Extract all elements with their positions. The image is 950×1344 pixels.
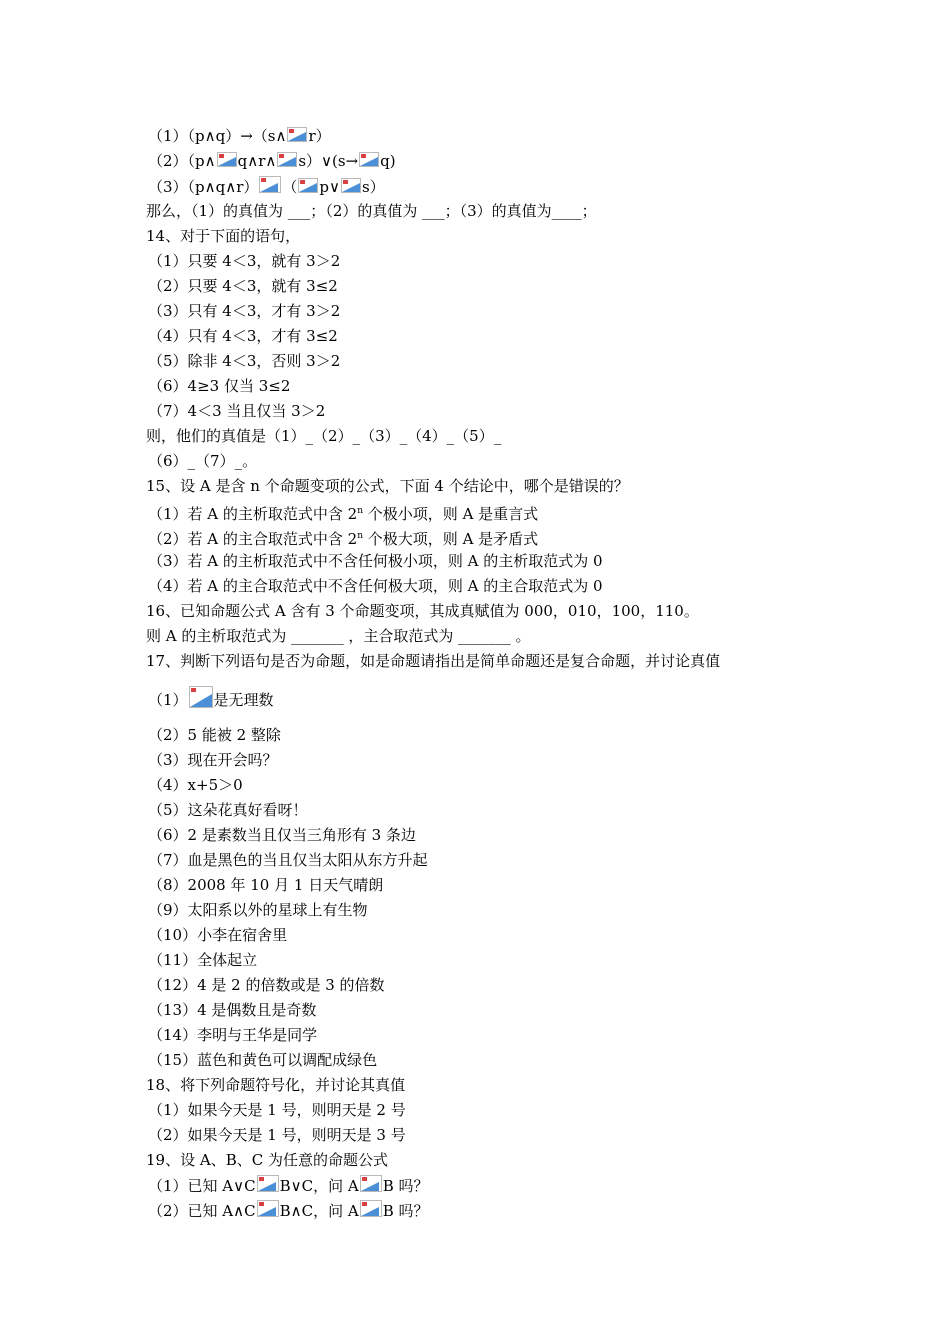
item-text: （1）已知 A∨C	[148, 1177, 256, 1195]
list-item: （12）4 是 2 的倍数或是 3 的倍数	[148, 976, 385, 994]
formula-1-text-end: r）	[308, 127, 331, 145]
list-item: （6）2 是素数当且仅当三角形有 3 条边	[148, 826, 416, 844]
question-15-title: 15、设 A 是含 n 个命题变项的公式，下面 4 个结论中，哪个是错误的？	[146, 477, 629, 495]
question-17-title: 17、判断下列语句是否为命题，如是命题请指出是简单命题还是复合命题，并讨论真值	[146, 652, 721, 670]
item-text: （1）若 A 的主析取范式中含 2	[148, 505, 358, 523]
list-item: （7）4＜3 当且仅当 3＞2	[148, 402, 326, 420]
question-14-answer-2: （6）_（7）_。	[148, 452, 258, 470]
list-item: （1）只要 4＜3，就有 3＞2	[148, 252, 341, 270]
formula-2-text-c: s）∨(s→	[298, 152, 359, 170]
item-text: （2）已知 A∧C	[148, 1202, 256, 1220]
item-text-end: 是无理数	[213, 691, 274, 709]
list-item: （4）只有 4＜3，才有 3≤2	[148, 327, 338, 345]
list-item: （6）4≥3 仅当 3≤2	[148, 377, 291, 395]
broken-image-icon	[298, 178, 318, 193]
list-item: （4）x+5＞0	[148, 776, 243, 794]
formula-3-text: （3）（p∧q∧r）	[148, 178, 259, 196]
item-text-end: 个极大项，则 A 是矛盾式	[363, 530, 539, 548]
item-text: （2）若 A 的主合取范式中含 2	[148, 530, 358, 548]
list-item: （7）血是黑色的当且仅当太阳从东方升起	[148, 851, 428, 869]
list-item: （3）只有 4＜3，才有 3＞2	[148, 302, 341, 320]
item-text-c: B 吗？	[382, 1202, 429, 1220]
formula-2	[148, 151, 396, 171]
list-item: （1）如果今天是 1 号，则明天是 2 号	[148, 1101, 406, 1119]
item-text-b: B∧C，问 A	[279, 1202, 359, 1220]
list-item	[148, 526, 538, 549]
question-16-line: 则 A 的主析取范式为 _______ ，主合取范式为 _______ 。	[146, 627, 531, 645]
broken-image-icon	[360, 1175, 382, 1192]
formula-2-text: （2）（p∧	[148, 152, 216, 170]
question-18-title: 18、将下列命题符号化，并讨论其真值	[146, 1076, 406, 1094]
list-item	[148, 1200, 429, 1221]
math-formula-image-icon	[189, 686, 213, 708]
list-item: （13）4 是偶数且是奇数	[148, 1001, 317, 1019]
list-item: （2）5 能被 2 整除	[148, 726, 281, 744]
list-item	[148, 501, 538, 524]
broken-image-icon	[257, 1200, 279, 1217]
item-text-c: B 吗？	[382, 1177, 429, 1195]
list-item: （8）2008 年 10 月 1 日天气晴朗	[148, 876, 384, 894]
list-item: （5）除非 4＜3，否则 3＞2	[148, 352, 341, 370]
list-item: （4）若 A 的主合取范式中不含任何极大项，则 A 的主合取范式为 0	[148, 577, 603, 595]
broken-image-icon	[259, 176, 281, 193]
question-14-title: 14、对于下面的语句，	[146, 227, 301, 245]
broken-image-icon	[217, 152, 237, 167]
formula-3-text-c: p∨	[319, 178, 340, 196]
formula-3-text-b: （	[282, 178, 298, 196]
list-item: （15）蓝色和黄色可以调配成绿色	[148, 1051, 378, 1069]
list-item	[148, 686, 274, 710]
list-item: （3）若 A 的主析取范式中不含任何极小项，则 A 的主析取范式为 0	[148, 552, 603, 570]
list-item: （2）只要 4＜3，就有 3≤2	[148, 277, 338, 295]
formula-2-text-d: q)	[380, 152, 396, 170]
formula-3-text-d: s）	[362, 178, 385, 196]
question-16-title: 16、已知命题公式 A 含有 3 个命题变项，其成真赋值为 000，010，100，110。	[146, 602, 699, 620]
list-item: （5）这朵花真好看呀！	[148, 801, 308, 819]
item-text-b: B∨C，问 A	[279, 1177, 359, 1195]
broken-image-icon	[360, 1200, 382, 1217]
broken-image-icon	[257, 1175, 279, 1192]
list-item: （9）太阳系以外的星球上有生物	[148, 901, 368, 919]
list-item: （3）现在开会吗？	[148, 751, 278, 769]
list-item: （10）小李在宿舍里	[148, 926, 288, 944]
broken-image-icon	[287, 127, 307, 142]
list-item: （2）如果今天是 1 号，则明天是 3 号	[148, 1126, 406, 1144]
formula-1	[148, 126, 331, 146]
list-item	[148, 1175, 429, 1196]
broken-image-icon	[359, 152, 379, 167]
truth-value-prompt: 那么，（1）的真值为 ___；（2）的真值为 ___；（3）的真值为____；	[146, 202, 597, 220]
list-item: （11）全体起立	[148, 951, 258, 969]
broken-image-icon	[277, 152, 297, 167]
formula-3	[148, 176, 385, 197]
list-item: （14）李明与王华是同学	[148, 1026, 318, 1044]
question-14-answer: 则，他们的真值是（1）_（2）_（3）_（4）_（5）_	[146, 427, 502, 445]
superscript: n	[357, 506, 364, 516]
item-text: （1）	[148, 691, 188, 709]
question-19-title: 19、设 A、B、C 为任意的命题公式	[146, 1151, 388, 1169]
formula-1-text: （1）（p∧q）→（s∧	[148, 127, 287, 145]
superscript: n	[357, 531, 364, 541]
item-text-end: 个极小项，则 A 是重言式	[363, 505, 539, 523]
broken-image-icon	[341, 178, 361, 193]
formula-2-text-b: q∧r∧	[237, 152, 277, 170]
